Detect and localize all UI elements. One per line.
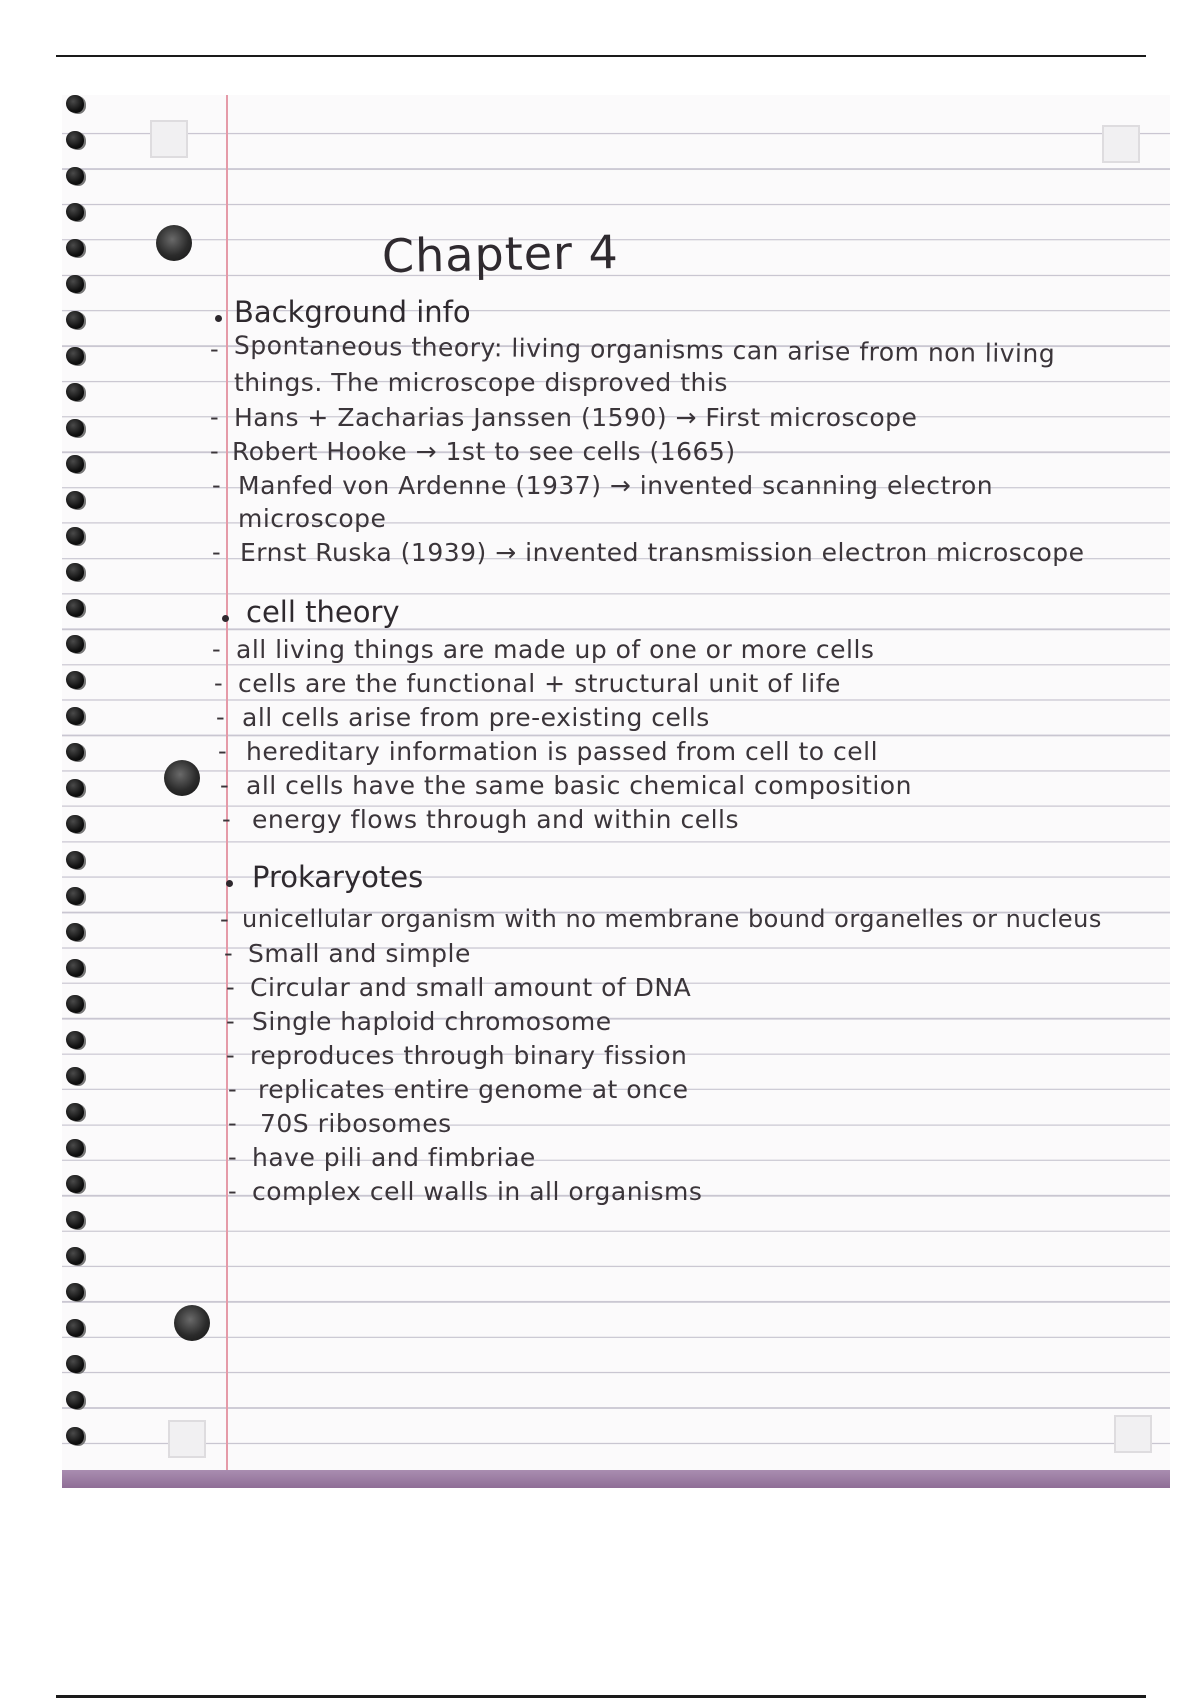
dash-marker: - (212, 471, 221, 499)
note-line: unicellular organism with no membrane bound organelles or nucleus (242, 905, 1102, 933)
note-line: microscope (238, 504, 387, 533)
bullet-dot (222, 615, 229, 622)
note-line: hereditary information is passed from cell to cell (246, 737, 879, 766)
dash-marker: - (210, 437, 219, 465)
dash-marker: - (228, 1177, 237, 1205)
bullet-dot (215, 315, 222, 322)
note-line: Ernst Ruska (1939) → invented transmission electron microscope (240, 538, 1085, 567)
note-line: Circular and small amount of DNA (250, 973, 692, 1002)
dash-marker: - (226, 1041, 235, 1069)
dash-marker: - (210, 335, 219, 363)
note-line: Spontaneous theory: living organisms can arise from non living (233, 330, 1056, 369)
dash-marker: - (220, 771, 229, 799)
note-line: have pili and fimbriae (252, 1143, 536, 1172)
note-line: energy flows through and within cells (252, 805, 739, 834)
note-line: all cells arise from pre-existing cells (242, 703, 710, 732)
dash-marker: - (218, 737, 227, 765)
dash-marker: - (224, 939, 233, 967)
dash-marker: - (228, 1109, 237, 1137)
dash-marker: - (228, 1075, 237, 1103)
page-title: Chapter 4 (381, 224, 620, 284)
note-line: Single haploid chromosome (252, 1007, 612, 1036)
bottom-rule (56, 1695, 1146, 1698)
notebook-page (62, 95, 1170, 1488)
dash-marker: - (212, 635, 221, 663)
note-line: Robert Hooke → 1st to see cells (1665) (232, 437, 736, 466)
note-line: things. The microscope disproved this (234, 368, 728, 397)
note-line: complex cell walls in all organisms (252, 1177, 703, 1206)
dash-marker: - (226, 973, 235, 1001)
note-line: Hans + Zacharias Janssen (1590) → First microscope (234, 403, 918, 432)
dash-marker: - (216, 703, 225, 731)
dash-marker: - (214, 669, 223, 697)
dash-marker: - (212, 538, 221, 566)
section-heading: Prokaryotes (252, 860, 424, 894)
page-edge-band (62, 1470, 1170, 1488)
dash-marker: - (228, 1143, 237, 1171)
note-line: 70S ribosomes (260, 1109, 452, 1138)
section-heading: Background info (234, 295, 471, 329)
dash-marker: - (220, 905, 229, 933)
top-rule (56, 55, 1146, 57)
note-line: all living things are made up of one or more cells (236, 635, 875, 664)
note-line: cells are the functional + structural unit of life (238, 669, 841, 698)
note-line: Small and simple (248, 939, 471, 968)
note-line: all cells have the same basic chemical composition (246, 771, 912, 800)
note-line: reproduces through binary fission (250, 1041, 688, 1070)
dash-marker: - (226, 1007, 235, 1035)
dash-marker: - (222, 805, 231, 833)
handwritten-notes (62, 95, 1170, 1488)
dash-marker: - (210, 403, 219, 431)
section-heading: cell theory (246, 595, 400, 629)
bullet-dot (226, 880, 233, 887)
note-line: replicates entire genome at once (258, 1075, 689, 1104)
note-line: Manfed von Ardenne (1937) → invented scanning electron (238, 471, 994, 500)
